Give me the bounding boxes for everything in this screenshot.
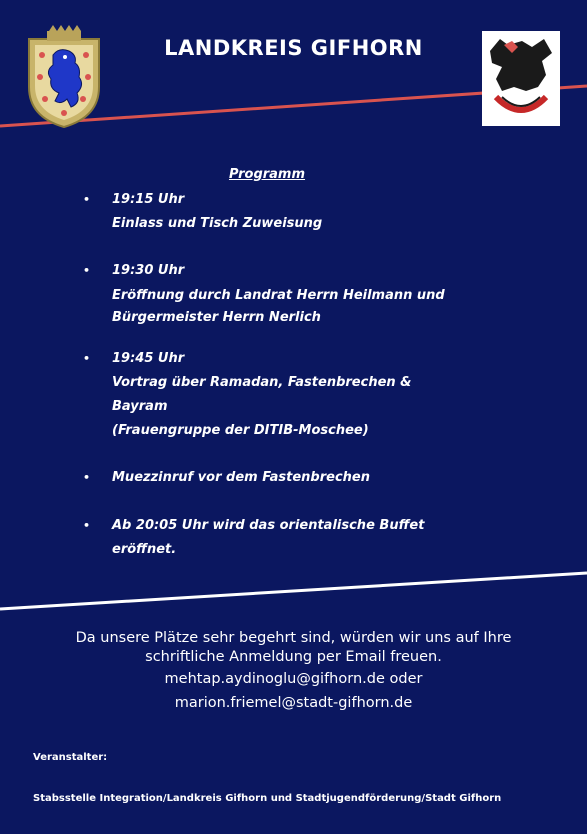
program-item-time: 19:45 Uhr (112, 351, 185, 366)
program-item (83, 514, 512, 562)
bullet-icon: • (83, 264, 91, 277)
program-item-text: Ab 20:05 Uhr wird das orientalische Buffet (112, 518, 425, 533)
contact-email-1[interactable]: mehtap.aydinoglu@gifhorn.de oder (164, 671, 423, 687)
program-item (83, 466, 512, 490)
program-item (83, 188, 512, 236)
contact-email-2[interactable]: marion.friemel@stadt-gifhorn.de (174, 695, 413, 711)
bullet-icon: • (83, 352, 91, 365)
city-wolf-emblem-icon (482, 31, 560, 126)
organizer-names: Stabsstelle Integration/Landkreis Gifhorn und Stadtjugendförderung/Stadt Gifhorn (33, 793, 502, 804)
program-item (83, 347, 512, 443)
program-item-text: Bayram (112, 399, 168, 414)
notice-line: Da unsere Plätze sehr begehrt sind, würden wir uns auf Ihre (75, 630, 512, 646)
program-item-time: 19:30 Uhr (112, 263, 185, 278)
bullet-icon: • (83, 519, 91, 532)
program-item-text: Bürgermeister Herrn Nerlich (112, 310, 321, 325)
program-item-time: 19:15 Uhr (112, 192, 185, 207)
program-item-text: Einlass und Tisch Zuweisung (112, 216, 323, 231)
program-item-text: Vortrag über Ramadan, Fastenbrechen & (112, 375, 412, 390)
program-item (83, 259, 512, 327)
notice-line: schriftliche Anmeldung per Email freuen. (145, 649, 442, 665)
program-item-text: Muezzinruf vor dem Fastenbrechen (112, 470, 370, 485)
page-title: LANDKREIS GIFHORN (164, 36, 423, 60)
program-item-text: Eröffnung durch Landrat Herrn Heilmann und (112, 288, 445, 303)
registration-notice (0, 629, 587, 667)
bullet-icon: • (83, 471, 91, 484)
program-heading: Programm (228, 167, 306, 182)
coat-of-arms-lion-icon (25, 25, 103, 129)
bullet-icon: • (83, 193, 91, 206)
program-item-text: eröffnet. (112, 542, 177, 557)
program-item-text: (Frauengruppe der DITIB-Moschee) (112, 423, 369, 438)
organizer-label: Veranstalter: (33, 752, 108, 763)
